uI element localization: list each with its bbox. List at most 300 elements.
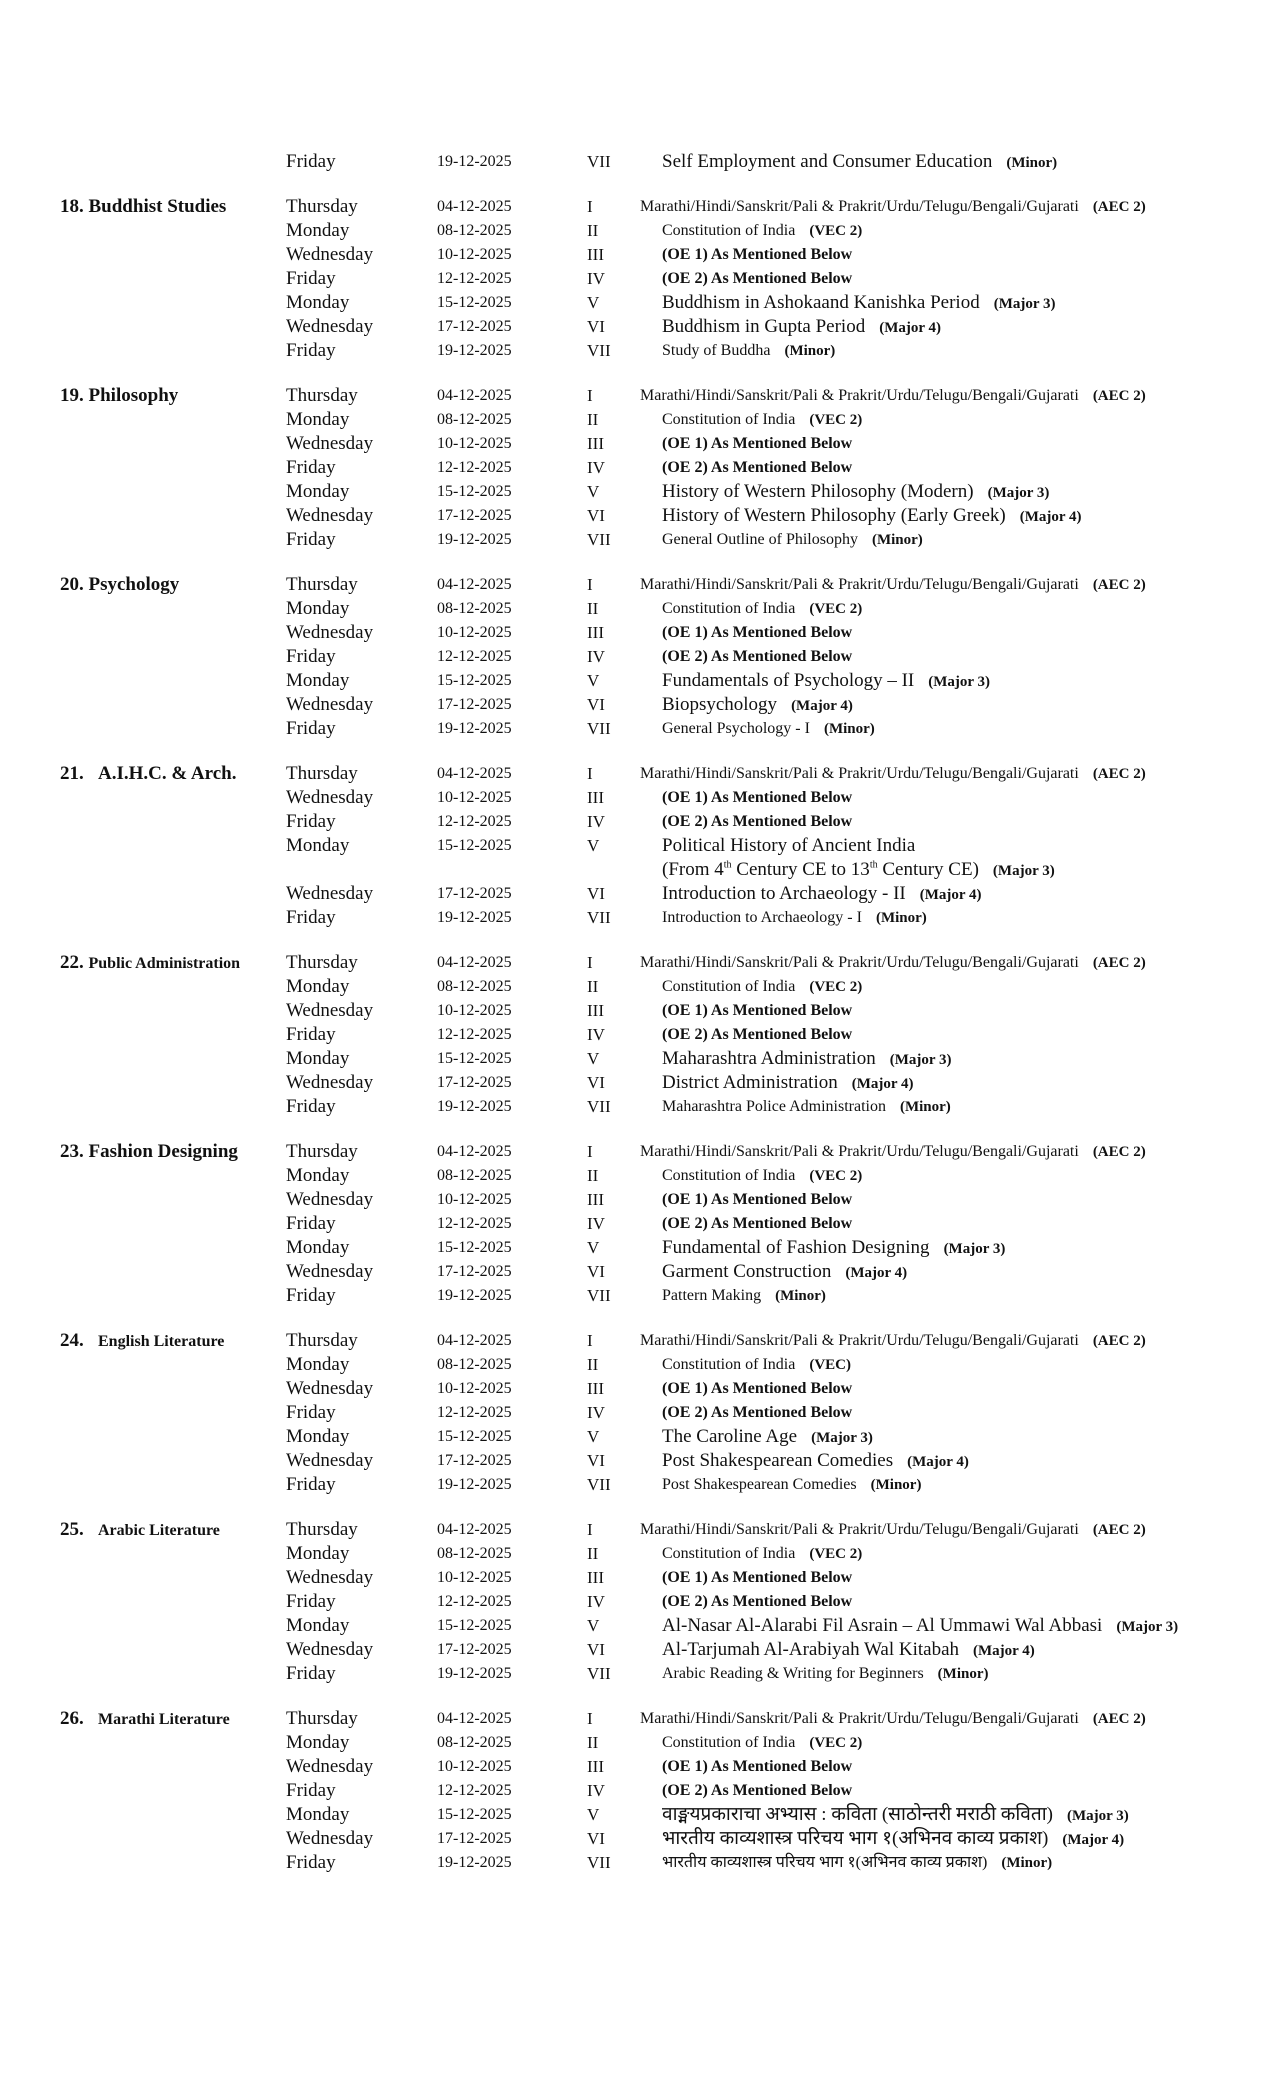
exam-day: Friday [286,1024,336,1045]
paper-title [662,1023,852,1047]
semester: III [587,1190,604,1209]
paper-tag: (VEC 2) [809,1546,863,1562]
exam-date: 19-12-2025 [437,1665,512,1682]
paper-tag: (Major 4) [845,1265,908,1281]
paper-name: (OE 1) As Mentioned Below [662,624,853,641]
exam-row [0,951,1275,975]
paper-name: (OE 2) As Mentioned Below [662,1215,853,1232]
paper-tag: (Minor) [875,910,927,926]
paper-title [662,1851,1052,1875]
semester: VI [587,695,605,714]
semester: IV [587,458,605,477]
exam-row [0,1590,1275,1614]
paper-title [662,291,1055,316]
exam-row [0,480,1275,504]
exam-row [0,195,1275,219]
exam-row [0,1260,1275,1284]
semester: II [587,221,599,240]
subject-name: Public Administration [88,955,241,972]
exam-day: Monday [286,1426,350,1447]
exam-date: 08-12-2025 [437,411,512,428]
exam-date: 15-12-2025 [437,294,512,311]
paper-title [662,1827,1124,1852]
semester: VII [587,908,611,927]
paper-title [662,243,852,267]
exam-row [0,267,1275,291]
exam-date: 08-12-2025 [437,978,512,995]
exam-day: Monday [286,1048,350,1069]
paper-name: (OE 1) As Mentioned Below [662,1380,853,1397]
paper-title [640,1518,1146,1542]
subject-number: 21. [60,763,84,784]
exam-row [0,1023,1275,1047]
paper-title [662,267,852,291]
semester: II [587,1733,599,1752]
paper-tag: (Major 3) [993,296,1056,312]
paper-title [662,339,835,363]
paper-tag: (VEC 2) [809,1735,863,1751]
subject-name: English Literature [98,1333,225,1350]
exam-row [0,1518,1275,1542]
exam-date: 10-12-2025 [437,1569,512,1586]
exam-date: 12-12-2025 [437,1026,512,1043]
paper-tag: (Major 3) [889,1052,952,1068]
exam-day: Friday [286,268,336,289]
semester: I [587,1331,593,1350]
paper-tag: (AEC 2) [1092,955,1146,971]
exam-row [0,834,1275,882]
exam-date: 19-12-2025 [437,909,512,926]
exam-date: 10-12-2025 [437,246,512,263]
exam-row [0,1425,1275,1449]
subject-section [0,195,1275,363]
exam-row [0,882,1275,906]
exam-day: Monday [286,1732,350,1753]
paper-tag: (Minor) [870,1477,922,1493]
semester: III [587,1757,604,1776]
exam-day: Friday [286,457,336,478]
paper-title [662,882,982,907]
subject-number: 20. [60,574,84,595]
paper-title [662,432,852,456]
exam-date: 19-12-2025 [437,1476,512,1493]
semester: VI [587,317,605,336]
subject-name: Arabic Literature [98,1522,220,1539]
exam-day: Monday [286,976,350,997]
subject-name: Psychology [88,574,180,595]
paper-title [662,1425,873,1450]
exam-date: 10-12-2025 [437,789,512,806]
exam-date: 17-12-2025 [437,696,512,713]
exam-row [0,1662,1275,1686]
exam-row [0,597,1275,621]
paper-name: Marathi/Hindi/Sanskrit/Pali & Prakrit/Urdu/Telugu/Bengali/Gujarati [640,198,1079,215]
exam-row [0,1377,1275,1401]
exam-day: Thursday [286,1519,358,1540]
paper-title [662,786,852,810]
paper-title [662,1542,862,1566]
paper-title [662,975,862,999]
subject-heading [60,951,240,976]
paper-name: Constitution of India [662,1545,796,1562]
exam-day: Wednesday [286,316,374,337]
paper-name: (OE 1) As Mentioned Below [662,1758,853,1775]
semester: VII [587,341,611,360]
semester: V [587,1805,600,1824]
exam-date: 19-12-2025 [437,531,512,548]
exam-date: 04-12-2025 [437,1332,512,1349]
exam-row [0,1188,1275,1212]
semester: VI [587,884,605,903]
subject-number: 22. [60,952,84,973]
exam-row [0,762,1275,786]
paper-tag: (Major 3) [811,1430,873,1446]
paper-tag: (Major 3) [928,674,991,690]
semester: III [587,434,604,453]
subject-section [0,762,1275,930]
subject-heading [60,195,226,219]
exam-date: 12-12-2025 [437,648,512,665]
paper-title [662,1779,852,1803]
paper-tag: (Minor) [784,343,836,359]
semester: VI [587,1073,605,1092]
paper-tag: (Major 3) [992,863,1055,879]
exam-row [0,1827,1275,1851]
semester: V [587,1616,600,1635]
paper-name: (OE 1) As Mentioned Below [662,246,853,263]
exam-day: Wednesday [286,622,374,643]
exam-date: 04-12-2025 [437,198,512,215]
subject-heading [60,384,178,408]
paper-tag: (AEC 2) [1092,1711,1146,1727]
exam-row [0,1095,1275,1119]
paper-name: Constitution of India [662,1356,796,1373]
exam-day: Monday [286,409,350,430]
semester: IV [587,647,605,666]
paper-name: (OE 2) As Mentioned Below [662,270,853,287]
paper-title [662,1401,852,1425]
exam-row [0,1542,1275,1566]
paper-tag: (AEC 2) [1092,766,1146,782]
exam-date: 12-12-2025 [437,1404,512,1421]
paper-tag: (VEC 2) [809,223,863,239]
exam-row [0,1401,1275,1425]
exam-date: 08-12-2025 [437,1167,512,1184]
exam-day: Thursday [286,196,358,217]
paper-title [640,1140,1146,1164]
paper-name-line2: Century CE) [877,859,979,880]
semester: III [587,1001,604,1020]
paper-tag: (Minor) [937,1666,989,1682]
paper-name: (OE 2) As Mentioned Below [662,1782,853,1799]
paper-name: Buddhism in Gupta Period [662,316,866,337]
semester: IV [587,1592,605,1611]
exam-date: 19-12-2025 [437,342,512,359]
exam-date: 17-12-2025 [437,507,512,524]
exam-day: Wednesday [286,883,374,904]
exam-day: Wednesday [286,1000,374,1021]
exam-day: Friday [286,340,336,361]
semester: III [587,1568,604,1587]
exam-date: 08-12-2025 [437,222,512,239]
exam-date: 17-12-2025 [437,885,512,902]
timetable-page [0,150,1275,1896]
paper-tag: (Major 4) [791,698,853,714]
exam-date: 10-12-2025 [437,624,512,641]
paper-title [662,1449,969,1474]
paper-name: Constitution of India [662,411,796,428]
exam-date: 10-12-2025 [437,1758,512,1775]
paper-name: Marathi/Hindi/Sanskrit/Pali & Prakrit/Urdu/Telugu/Bengali/Gujarati [640,1710,1079,1727]
paper-name: Fundamentals of Psychology – II [662,670,915,691]
paper-name: (OE 2) As Mentioned Below [662,1593,853,1610]
exam-day: Wednesday [286,1378,374,1399]
semester: VI [587,1829,605,1848]
exam-date: 10-12-2025 [437,1191,512,1208]
exam-date: 12-12-2025 [437,813,512,830]
paper-title [640,573,1146,597]
paper-title [662,810,852,834]
paper-tag: (AEC 2) [1092,577,1146,593]
semester: VII [587,1853,611,1872]
subject-name: Fashion Designing [88,1141,238,1162]
exam-day: Monday [286,1804,350,1825]
exam-day: Friday [286,1213,336,1234]
exam-row [0,1164,1275,1188]
paper-tag: (Major 4) [973,1643,1035,1659]
subject-number: 26. [60,1708,84,1729]
paper-name: वाङ्मयप्रकाराचा अभ्यास : कविता (साठोन्तरी मराठी कविता) [662,1804,1053,1825]
semester: II [587,977,599,996]
paper-tag: (AEC 2) [1092,1522,1146,1538]
paper-tag: (VEC 2) [809,601,863,617]
semester: IV [587,269,605,288]
semester: V [587,482,600,501]
exam-day: Wednesday [286,1450,374,1471]
semester: VII [587,1664,611,1683]
paper-name: Marathi/Hindi/Sanskrit/Pali & Prakrit/Urdu/Telugu/Bengali/Gujarati [640,765,1079,782]
continuation-row [0,150,1275,174]
exam-row [0,1755,1275,1779]
exam-date: 04-12-2025 [437,1521,512,1538]
semester: VI [587,1262,605,1281]
exam-day: Thursday [286,385,358,406]
exam-date: 08-12-2025 [437,1734,512,1751]
paper-name: (OE 1) As Mentioned Below [662,1191,853,1208]
paper-title [662,504,1082,529]
paper-title [662,1095,951,1119]
paper-title [640,951,1146,975]
exam-day: Monday [286,835,350,856]
paper-tag: (Major 3) [943,1241,1006,1257]
exam-day: Thursday [286,1330,358,1351]
paper-title [662,1284,826,1308]
paper-name: Marathi/Hindi/Sanskrit/Pali & Prakrit/Urdu/Telugu/Bengali/Gujarati [640,1521,1079,1538]
paper-tag: (VEC 2) [809,979,863,995]
semester: V [587,671,600,690]
subject-sections [0,195,1275,1875]
exam-day: Friday [286,1474,336,1495]
paper-title [662,1473,921,1497]
exam-day: Thursday [286,952,358,973]
subject-number: 25. [60,1519,84,1540]
exam-row [0,1236,1275,1260]
paper-title [662,999,852,1023]
exam-row [0,906,1275,930]
subject-name: Buddhist Studies [88,196,227,217]
paper-title [662,597,862,621]
exam-row [0,432,1275,456]
paper-tag: (Minor) [1006,155,1058,171]
exam-day: Monday [286,1615,350,1636]
exam-row [0,339,1275,363]
exam-date: 15-12-2025 [437,837,512,854]
exam-date: 04-12-2025 [437,1143,512,1160]
paper-name: History of Western Philosophy (Modern) [662,481,974,502]
paper-title [662,456,852,480]
semester: V [587,1049,600,1068]
paper-title [662,315,941,340]
exam-row [0,1803,1275,1827]
exam-day: Friday [286,907,336,928]
paper-title [662,219,862,243]
exam-day: Friday [286,529,336,550]
exam-row [0,1779,1275,1803]
paper-name: (OE 1) As Mentioned Below [662,1569,853,1586]
paper-tag: (Minor) [1001,1855,1053,1871]
semester: VI [587,1451,605,1470]
subject-number: 18. [60,196,84,217]
paper-title [662,1071,914,1096]
semester: IV [587,812,605,831]
exam-day: Monday [286,1354,350,1375]
exam-day: Friday [286,1096,336,1117]
semester: VI [587,506,605,525]
exam-row [0,1851,1275,1875]
paper-name: Marathi/Hindi/Sanskrit/Pali & Prakrit/Urdu/Telugu/Bengali/Gujarati [640,1332,1079,1349]
exam-date: 15-12-2025 [437,1239,512,1256]
exam-date: 17-12-2025 [437,1263,512,1280]
exam-date: 12-12-2025 [437,459,512,476]
semester: II [587,1355,599,1374]
exam-day: Wednesday [286,1072,374,1093]
exam-date: 08-12-2025 [437,1356,512,1373]
paper-title [662,717,875,741]
exam-date: 19-12-2025 [437,1287,512,1304]
paper-name: General Psychology - I [662,720,810,737]
semester: I [587,386,593,405]
exam-date: 15-12-2025 [437,1617,512,1634]
exam-row [0,528,1275,552]
exam-day: Monday [286,1543,350,1564]
subject-section [0,951,1275,1119]
paper-title [662,645,852,669]
exam-date: 04-12-2025 [437,387,512,404]
exam-date: 15-12-2025 [437,483,512,500]
exam-day: Wednesday [286,1261,374,1282]
exam-row [0,1731,1275,1755]
paper-name: Marathi/Hindi/Sanskrit/Pali & Prakrit/Urdu/Telugu/Bengali/Gujarati [640,1143,1079,1160]
paper-tag: (AEC 2) [1092,1333,1146,1349]
exam-row [0,456,1275,480]
paper-title [640,762,1146,786]
paper-tag: (AEC 2) [1092,1144,1146,1160]
paper-title [662,1353,851,1377]
semester: V [587,293,600,312]
exam-date: 19-12-2025 [437,1098,512,1115]
paper-name: Constitution of India [662,222,796,239]
exam-date: 04-12-2025 [437,1710,512,1727]
paper-tag: (Major 3) [987,485,1050,501]
paper-tag: (AEC 2) [1092,388,1146,404]
exam-row [0,1140,1275,1164]
paper-title [662,1662,989,1686]
subject-number: 24. [60,1330,84,1351]
paper-name: Pattern Making [662,1287,762,1304]
paper-title [662,1188,852,1212]
paper-name: (OE 1) As Mentioned Below [662,435,853,452]
exam-row [0,1707,1275,1731]
semester: III [587,245,604,264]
exam-row [0,243,1275,267]
exam-row [0,504,1275,528]
semester: I [587,1709,593,1728]
subject-section [0,573,1275,741]
paper-name: Biopsychology [662,694,778,715]
exam-row [0,573,1275,597]
paper-tag: (Major 3) [1066,1808,1129,1824]
exam-row [0,291,1275,315]
exam-day: Monday [286,1237,350,1258]
subject-number: 23. [60,1141,84,1162]
exam-day: Friday [286,1591,336,1612]
paper-title [662,1614,1178,1639]
exam-day: Monday [286,481,350,502]
paper-name: Marathi/Hindi/Sanskrit/Pali & Prakrit/Urdu/Telugu/Bengali/Gujarati [640,387,1079,404]
semester: VII [587,152,611,171]
exam-date: 12-12-2025 [437,1215,512,1232]
paper-name: Constitution of India [662,978,796,995]
paper-title [662,1260,907,1285]
subject-name: A.I.H.C. & Arch. [98,763,237,784]
exam-date: 12-12-2025 [437,1782,512,1799]
paper-name: Constitution of India [662,1167,796,1184]
exam-day: Wednesday [286,694,374,715]
exam-row [0,669,1275,693]
paper-name: (OE 2) As Mentioned Below [662,1026,853,1043]
exam-date: 12-12-2025 [437,1593,512,1610]
paper-tag: (Major 4) [907,1454,969,1470]
exam-day: Monday [286,220,350,241]
exam-day: Monday [286,670,350,691]
exam-date: 04-12-2025 [437,954,512,971]
paper-tag: (Minor) [823,721,875,737]
exam-row [0,717,1275,741]
semester: VII [587,530,611,549]
paper-tag: (VEC 2) [809,1168,863,1184]
exam-date: 17-12-2025 [437,1074,512,1091]
exam-row [0,693,1275,717]
exam-day: Thursday [286,1708,358,1729]
semester: I [587,575,593,594]
subject-heading [60,762,236,786]
exam-day: Monday [286,292,350,313]
paper-title [662,1566,852,1590]
paper-title [662,150,1057,175]
semester: I [587,764,593,783]
exam-date: 12-12-2025 [437,270,512,287]
paper-name: History of Western Philosophy (Early Greek) [662,505,1006,526]
